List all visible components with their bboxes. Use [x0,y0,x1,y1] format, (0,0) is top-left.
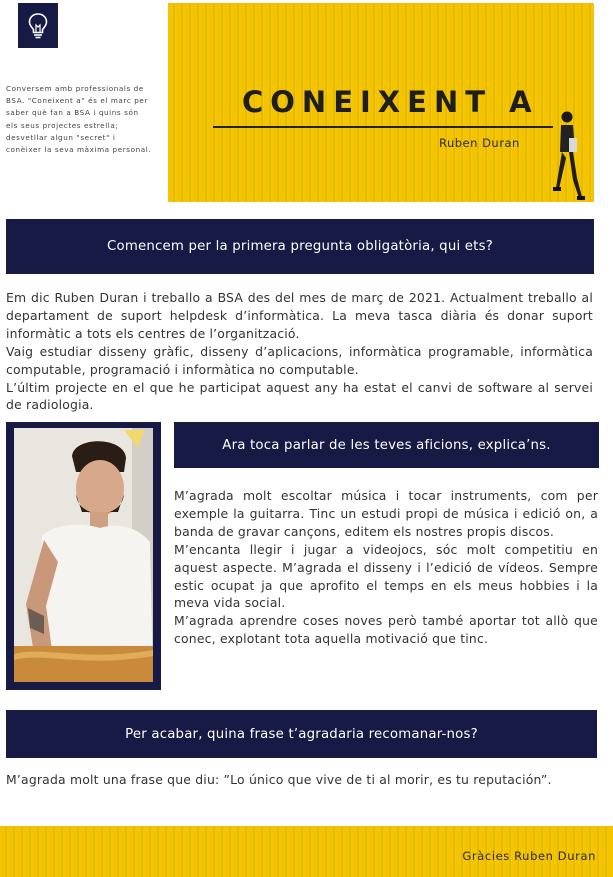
footer-thanks: Gràcies Ruben Duran [462,849,596,863]
answer-1-paragraph: Em dic Ruben Duran i treballo a BSA des del mes de març de 2021. Actualment treballo al departament de suport helpdesk d’informàtica. La meva tasca diària és donar suport informàtic a tots els centres de l’organització. [6,290,593,341]
answer-2-paragraph: M’encanta llegir i jugar a videojocs, sóc molt competitiu en aquest aspecte. M’agrada el disseny i l’edició de vídeos. Sempre estic ocupat ja que aprofito el temps en els meus hobbies i la meva vida social. [174,541,598,611]
question-bar-2: Ara toca parlar de les teves aficions, explica’ns. [174,422,599,468]
answer-3-paragraph: M’agrada molt una frase que diu: ”Lo único que vive de ti al morir, es tu reputación”. [6,772,552,787]
walking-person-illustration [552,108,586,202]
question-bar-1: Comencem per la primera pregunta obligatòria, qui ets? [6,219,594,274]
hero-title: CONEIXENT A [242,85,539,119]
answer-1-paragraph: L’últim projecte en el que he participat aquest any ha estat el canvi de software al servei de radiologia. [6,379,593,413]
answer-3 [6,771,598,789]
footer-banner [0,826,613,877]
question-bar-3: Per acabar, quina frase t’agradaria recomanar-nos? [6,710,597,758]
answer-2 [174,487,598,648]
hero-divider [213,126,553,128]
answer-1 [6,289,593,414]
answer-1-paragraph: Vaig estudiar disseny gràfic, disseny d’aplicacions, informàtica programable, informàtica computable, programació i informàtica no computable. [6,343,593,377]
lightbulb-icon [26,11,50,41]
hero-banner [168,3,594,202]
lightbulb-logo [18,3,58,48]
answer-2-paragraph: M’agrada molt escoltar música i tocar instruments, com per exemple la guitarra. Tinc un estudi propi de música i edició on, a banda de gravar cançons, editem els nostres propis discos. [174,488,598,539]
hero-author: Ruben Duran [439,136,520,150]
portrait-photo [14,428,153,682]
answer-2-paragraph: M’agrada aprendre coses noves però també aportar tot allò que conec, explotant tota aquella motivació que tinc. [174,613,598,647]
photo-frame [6,422,161,690]
intro-text: Conversem amb professionals de BSA. "Coneixent a" és el marc per saber què fan a BSA i quins són els seus projectes estrella; desvetllar algun "secret" i conèixer la seva màxima personal. [6,84,152,155]
